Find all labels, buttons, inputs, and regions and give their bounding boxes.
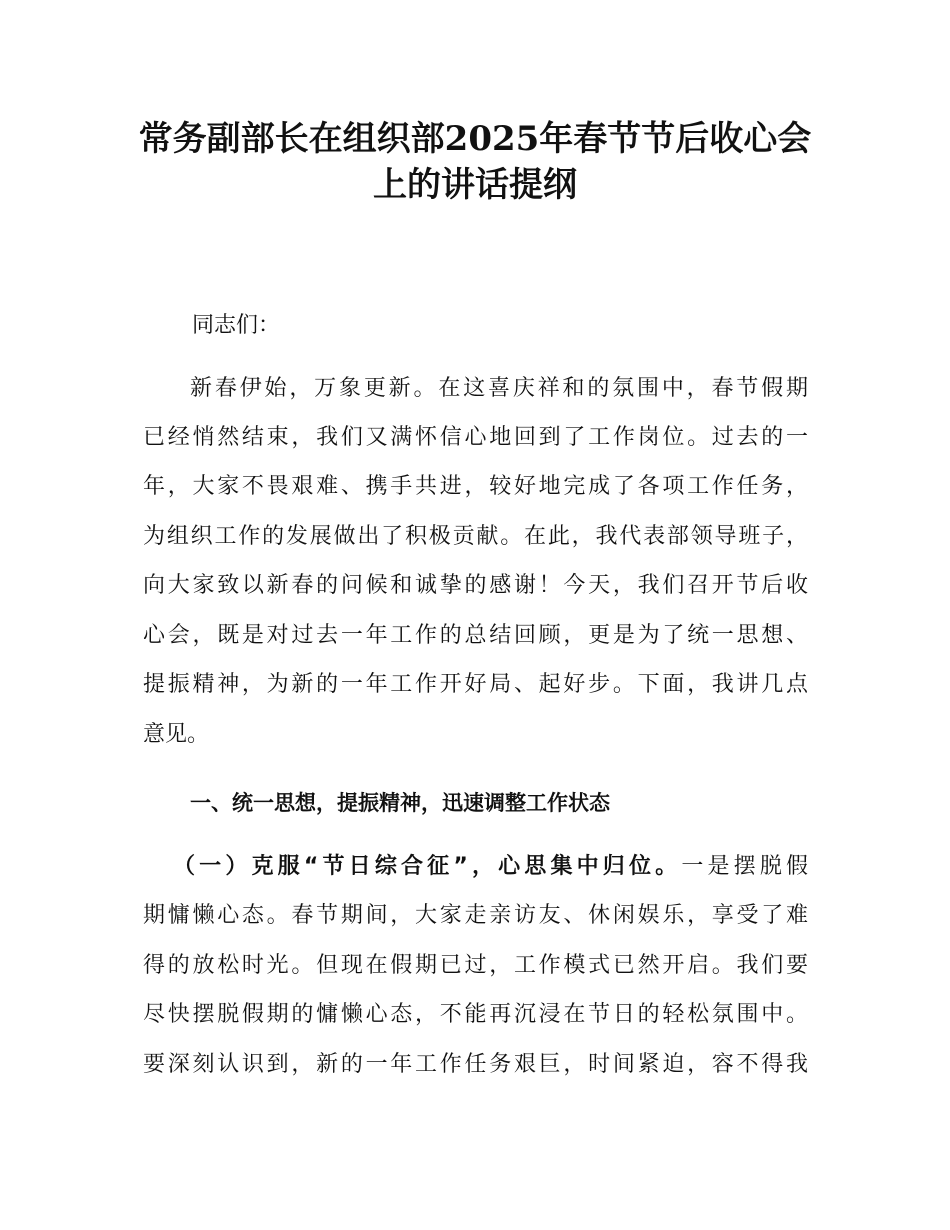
intro-line: 向大家致以新春的问候和诚挚的感谢！今天，我们召开节后收 — [143, 573, 808, 598]
salutation: 同志们： — [192, 313, 281, 338]
intro-line: 年，大家不畏艰难、携手共进，较好地完成了各项工作任务， — [143, 474, 808, 499]
subsection-heading: （一）克服“节日综合征”，心思集中归位。 — [173, 854, 682, 879]
document-title-line-1: 常务副部长在组织部2025年春节节后收心会 — [138, 119, 812, 159]
subsection-line: 尽快摆脱假期的慵懒心态，不能再沉浸在节日的轻松氛围中。 — [143, 1002, 808, 1027]
intro-line: 意见。 — [143, 722, 210, 747]
intro-line: 新春伊始，万象更新。在这喜庆祥和的氛围中，春节假期 — [190, 376, 808, 401]
section-heading: 一、统一思想，提振精神，迅速调整工作状态 — [190, 791, 610, 815]
subsection-first-line — [173, 849, 808, 885]
intro-line: 已经悄然结束，我们又满怀信心地回到了工作岗位。过去的一 — [143, 425, 808, 450]
intro-line: 为组织工作的发展做出了积极贡献。在此，我代表部领导班子， — [143, 524, 808, 549]
subsection-line: 期慵懒心态。春节期间，大家走亲访友、休闲娱乐，享受了难 — [143, 903, 808, 928]
intro-line: 心会，既是对过去一年工作的总结回顾，更是为了统一思想、 — [143, 623, 808, 648]
document-title-line-2: 上的讲话提纲 — [373, 165, 577, 205]
subsection-line: 要深刻认识到，新的一年工作任务艰巨，时间紧迫，容不得我 — [143, 1052, 808, 1077]
subsection-first-line-rest: 一是摆脱假 — [681, 854, 808, 879]
intro-line: 提振精神，为新的一年工作开好局、起好步。下面，我讲几点 — [143, 672, 808, 697]
subsection-line: 得的放松时光。但现在假期已过，工作模式已然开启。我们要 — [143, 953, 808, 978]
